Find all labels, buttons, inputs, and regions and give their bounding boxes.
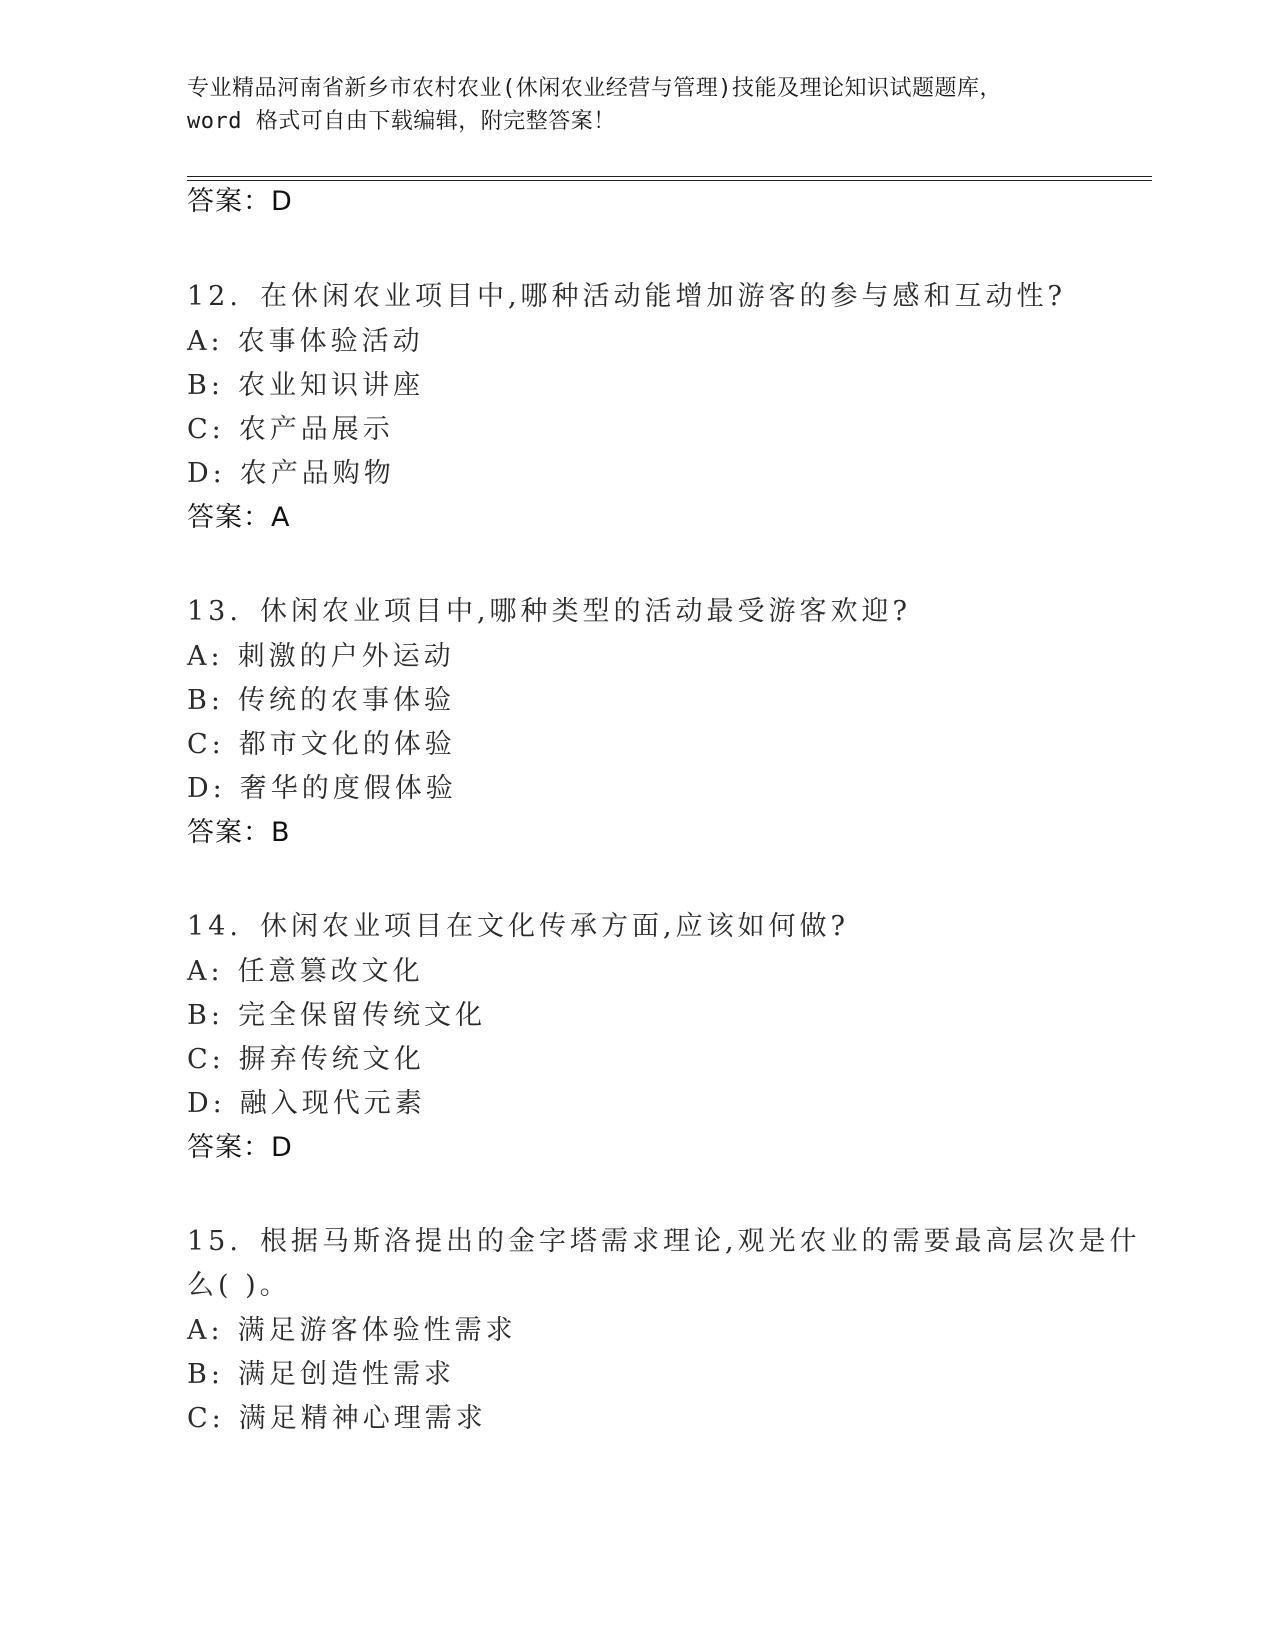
option-key: D:: [187, 458, 226, 489]
option-text: 任意篡改文化: [237, 956, 424, 987]
option-13-d: [187, 766, 457, 812]
answer-value: B: [271, 817, 291, 848]
answer-value: D: [271, 186, 293, 217]
answer-label: 答案：: [187, 1132, 271, 1163]
option-13-b: [187, 678, 455, 724]
option-text: 满足游客体验性需求: [237, 1315, 517, 1346]
option-text: 农事体验活动: [237, 326, 424, 357]
answer-label: 答案：: [187, 502, 271, 533]
option-text: 满足创造性需求: [237, 1359, 455, 1390]
option-12-b: [187, 363, 424, 409]
option-key: C:: [187, 1403, 225, 1434]
question-12: [187, 274, 1066, 320]
option-text: 农产品展示: [238, 414, 394, 445]
question-text-line-1: 根据马斯洛提出的金字塔需求理论,观光农业的需要最高层次是什: [259, 1226, 1141, 1257]
option-15-a: [187, 1308, 517, 1354]
option-12-a: [187, 319, 424, 365]
question-text-line-2: 么( )。: [187, 1270, 291, 1301]
option-key: A:: [187, 1315, 224, 1346]
option-key: B:: [187, 1359, 224, 1390]
option-13-a: [187, 634, 455, 680]
option-text: 融入现代元素: [239, 1088, 426, 1119]
answer-value: D: [271, 1132, 293, 1163]
question-text: 在休闲农业项目中,哪种活动能增加游客的参与感和互动性?: [259, 281, 1067, 312]
answer-14: [187, 1130, 293, 1166]
option-text: 满足精神心理需求: [238, 1403, 487, 1434]
question-15-continued: [187, 1263, 291, 1309]
option-key: A:: [187, 641, 224, 672]
answer-12: [187, 500, 290, 536]
option-key: D:: [187, 1088, 226, 1119]
option-text: 完全保留传统文化: [237, 1000, 486, 1031]
option-key: B:: [187, 370, 224, 401]
option-key: A:: [187, 326, 224, 357]
option-12-d: [187, 451, 395, 497]
option-text: 农产品购物: [239, 458, 395, 489]
question-text: 休闲农业项目中,哪种类型的活动最受游客欢迎?: [259, 596, 912, 627]
question-15: [187, 1219, 1141, 1265]
question-13: [187, 589, 911, 635]
option-text: 奢华的度假体验: [239, 773, 457, 804]
header-line-2: word 格式可自由下载编辑，附完整答案！: [187, 109, 616, 134]
answer-11: [187, 184, 293, 220]
option-key: B:: [187, 1000, 224, 1031]
question-14: [187, 904, 849, 950]
option-key: D:: [187, 773, 226, 804]
option-14-a: [187, 949, 424, 995]
option-key: C:: [187, 1044, 225, 1075]
option-key: B:: [187, 685, 224, 716]
option-text: 传统的农事体验: [237, 685, 455, 716]
option-text: 刺激的户外运动: [237, 641, 455, 672]
answer-label: 答案：: [187, 817, 271, 848]
header-line-1: 专业精品河南省新乡市农村农业(休闲农业经营与管理)技能及理论知识试题题库，: [187, 76, 1002, 101]
answer-13: [187, 815, 291, 851]
question-number: 12.: [187, 281, 242, 312]
question-text: 休闲农业项目在文化传承方面,应该如何做?: [259, 911, 850, 942]
option-key: A:: [187, 956, 224, 987]
question-number: 15.: [187, 1226, 242, 1257]
option-14-c: [187, 1037, 425, 1083]
option-text: 摒弃传统文化: [238, 1044, 425, 1075]
option-14-d: [187, 1081, 426, 1127]
option-15-b: [187, 1352, 455, 1398]
option-13-c: [187, 722, 456, 768]
option-12-c: [187, 407, 394, 453]
answer-value: A: [271, 502, 291, 533]
document-header: [187, 72, 1087, 138]
option-text: 都市文化的体验: [238, 729, 456, 760]
answer-label: 答案：: [187, 186, 271, 217]
option-text: 农业知识讲座: [237, 370, 424, 401]
header-divider: [187, 176, 1152, 181]
option-15-c: [187, 1396, 487, 1442]
question-number: 14.: [187, 911, 242, 942]
question-number: 13.: [187, 596, 242, 627]
option-14-b: [187, 993, 486, 1039]
option-key: C:: [187, 414, 225, 445]
option-key: C:: [187, 729, 225, 760]
